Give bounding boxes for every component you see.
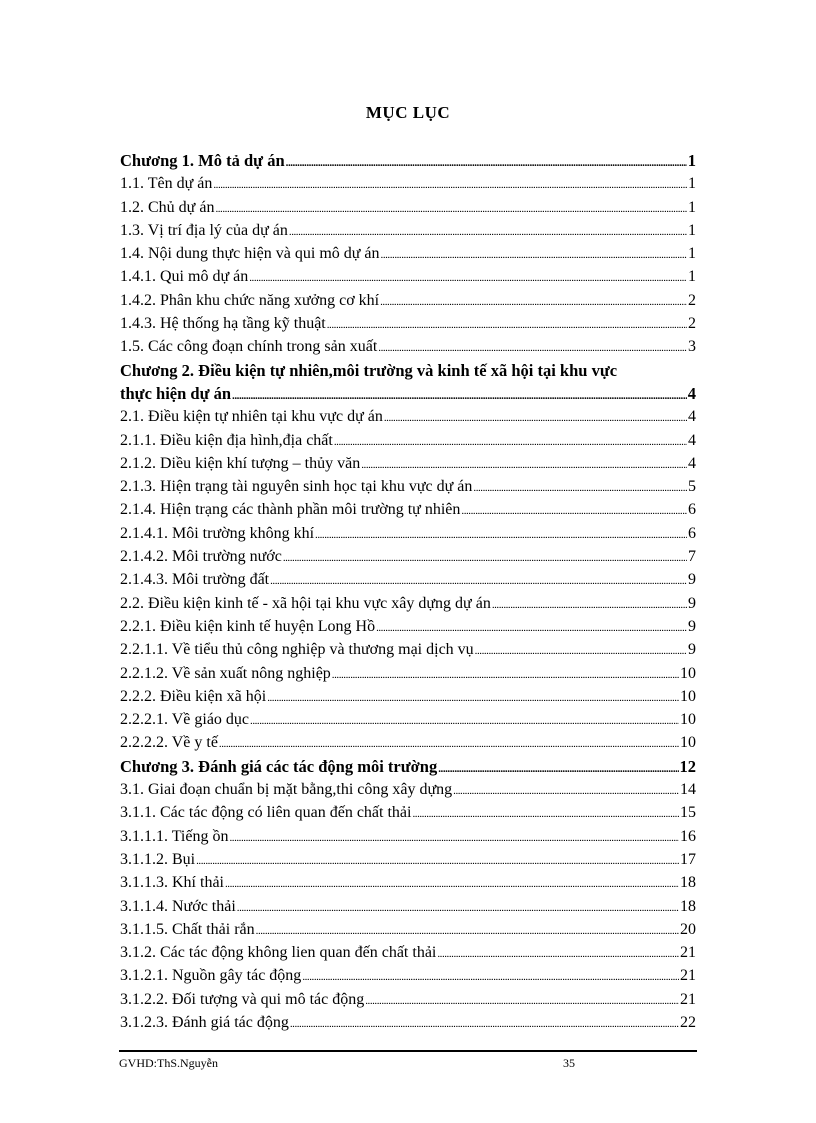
toc-entry-title: 3.1.2.2. Đối tượng và qui mô tác động [120, 990, 365, 1008]
toc-entry-title: 2.2.2. Điều kiện xã hội [120, 687, 267, 705]
toc-entry[interactable] [120, 405, 696, 428]
toc-entry-page: 3 [688, 338, 696, 356]
toc-entry-title: 1.3. Vị trí địa lý của dự án [120, 221, 288, 239]
toc-entry[interactable] [120, 172, 696, 195]
toc-leader-dots [249, 267, 687, 290]
toc-entry-title: 1.4. Nội dung thực hiện và qui mô dự án [120, 245, 380, 263]
toc-leader-dots [286, 152, 687, 175]
toc-entry-title: 1.4.3. Hệ thống hạ tầng kỹ thuật [120, 315, 326, 333]
toc-leader-dots [289, 221, 687, 244]
footer-divider [119, 1050, 697, 1052]
toc-entry-page: 22 [680, 1013, 696, 1031]
toc-entry[interactable] [120, 685, 696, 708]
toc-entry[interactable] [120, 988, 696, 1011]
toc-entry[interactable] [120, 382, 696, 405]
toc-leader-dots [453, 780, 679, 803]
toc-entry-page: 14 [680, 781, 696, 799]
toc-entry-title: 2.1.4. Hiện trạng các thành phần môi trường tự nhiên [120, 501, 461, 519]
toc-entry[interactable] [120, 242, 696, 265]
toc-entry-title: 2.1.4.3. Môi trường đất [120, 571, 270, 589]
toc-entry-title: 1.2. Chủ dự án [120, 198, 215, 216]
toc-entry-title: 1.4.1. Qui mô dự án [120, 268, 249, 286]
toc-leader-dots [381, 244, 687, 267]
toc-leader-dots [332, 664, 679, 687]
toc-entry[interactable] [120, 731, 696, 754]
toc-leader-dots [365, 990, 679, 1013]
toc-entry-title: 2.2.1.1. Về tiểu thủ công nghiệp và thương mại dịch vụ [120, 641, 474, 659]
toc-entry-title: 3.1.1.5. Chất thải rắn [120, 920, 255, 938]
toc-entry-page: 10 [680, 734, 696, 752]
toc-entry-page: 1 [688, 268, 696, 286]
toc-entry-title: 2.2. Điều kiện kinh tế - xã hội tại khu vực xây dựng dự án [120, 594, 491, 612]
toc-leader-dots [229, 827, 679, 850]
toc-entry[interactable] [120, 964, 696, 987]
toc-entry-title: Chương 2. Điều kiện tự nhiên,môi trường và kinh tế xã hội tại khu vực [120, 360, 618, 380]
toc-entry-title: Chương 1. Mô tả dự án [120, 151, 285, 170]
toc-entry-title: 2.1.4.1. Môi trường không khí [120, 524, 315, 542]
toc-leader-dots [438, 758, 678, 781]
toc-entry-title: 2.1. Điều kiện tự nhiên tại khu vực dự án [120, 408, 383, 426]
toc-leader-dots [461, 500, 687, 523]
toc-entry-page: 21 [680, 967, 696, 985]
toc-entry-page: 2 [688, 315, 696, 333]
toc-entry[interactable] [120, 801, 696, 824]
toc-entry-title: 3.1.1.3. Khí thải [120, 874, 224, 892]
toc-entry[interactable] [120, 592, 696, 615]
toc-entry-title: 2.2.1. Điều kiện kinh tế huyện Long Hồ [120, 617, 376, 635]
toc-entry-page: 6 [688, 524, 696, 542]
toc-entry-page: 18 [680, 874, 696, 892]
toc-leader-dots [334, 431, 687, 454]
toc-leader-dots [267, 687, 679, 710]
toc-entry-page: 7 [688, 548, 696, 566]
toc-entry[interactable] [120, 615, 696, 638]
toc-entry[interactable] [120, 475, 696, 498]
toc-leader-dots [283, 547, 687, 570]
toc-leader-dots [315, 524, 687, 547]
toc-leader-dots [290, 1013, 679, 1036]
toc-leader-dots [250, 710, 679, 733]
toc-entry-title: 3.1.2.3. Đánh giá tác động [120, 1013, 289, 1031]
toc-entry-page: 21 [680, 990, 696, 1008]
toc-entry[interactable] [120, 778, 696, 801]
toc-entry[interactable] [120, 522, 696, 545]
toc-leader-dots [473, 477, 687, 500]
toc-entry-page: 1 [688, 221, 696, 239]
toc-entry[interactable] [120, 848, 696, 871]
toc-leader-dots [376, 617, 687, 640]
toc-entry-page: 10 [680, 664, 696, 682]
toc-entry[interactable] [120, 219, 696, 242]
toc-entry-title: 3.1.1.4. Nước thải [120, 897, 236, 915]
toc-entry-page: 5 [688, 478, 696, 496]
toc-entry-title: 2.2.2.2. Về y tế [120, 734, 218, 752]
toc-entry[interactable] [120, 755, 696, 778]
toc-leader-dots [437, 943, 679, 966]
toc-leader-dots [219, 733, 679, 756]
toc-entry-title: 3.1.1.2. Bụi [120, 850, 196, 868]
toc-leader-dots [270, 570, 687, 593]
toc-entry[interactable] [120, 918, 696, 941]
toc-entry-page: 10 [680, 687, 696, 705]
toc-entry[interactable] [120, 429, 696, 452]
page-title: MỤC LỤC [365, 103, 451, 122]
toc-entry-page: 4 [687, 383, 696, 403]
toc-entry[interactable] [120, 871, 696, 894]
toc-entry-page: 4 [688, 431, 696, 449]
toc-entry-page: 21 [680, 944, 696, 962]
toc-leader-dots [215, 198, 687, 221]
toc-entry[interactable] [120, 568, 696, 591]
toc-entry-page: 4 [688, 454, 696, 472]
toc-entry[interactable] [120, 265, 696, 288]
toc-entry-title: 1.4.2. Phân khu chức năng xưởng cơ khí [120, 291, 380, 309]
toc-entry[interactable] [120, 825, 696, 848]
toc-entry[interactable] [120, 895, 696, 918]
toc-entry-page: 18 [680, 897, 696, 915]
toc-entry[interactable] [120, 708, 696, 731]
toc-entry-title: thực hiện dự án [120, 383, 232, 403]
toc-entry-title: 1.1. Tên dự án [120, 175, 213, 193]
toc-entry-title: 3.1. Giai đoạn chuẩn bị mặt bằng,thi công xây dựng [120, 781, 453, 799]
toc-entry-page: 1 [687, 151, 696, 170]
toc-entry-page: 20 [680, 920, 696, 938]
toc-entry-title: 3.1.1.1. Tiếng ồn [120, 827, 229, 845]
toc-leader-dots [380, 291, 687, 314]
toc-entry-page: 1 [688, 175, 696, 193]
toc-entry-page: 16 [680, 827, 696, 845]
toc-entry[interactable] [120, 289, 696, 312]
toc-entry[interactable] [120, 498, 696, 521]
toc-entry[interactable] [120, 149, 696, 172]
toc-leader-dots [412, 803, 679, 826]
toc-entry-title: 2.1.3. Hiện trạng tài nguyên sinh học tại khu vực dự án [120, 478, 473, 496]
toc-leader-dots [196, 850, 679, 873]
toc-entry-page: 1 [688, 198, 696, 216]
toc-entry[interactable] [120, 1011, 696, 1034]
toc-entry-title: Chương 3. Đánh giá các tác động môi trường [120, 756, 438, 776]
toc-entry[interactable] [120, 545, 696, 568]
footer-page-number: 35 [563, 1056, 575, 1070]
toc-entry-title: 2.1.2. Diều kiện khí tượng – thủy văn [120, 454, 361, 472]
toc-entry-page: 4 [688, 408, 696, 426]
toc-leader-dots [384, 407, 687, 430]
toc-leader-dots [302, 966, 679, 989]
toc-entry[interactable] [120, 312, 696, 335]
toc-entry-page: 12 [679, 756, 696, 776]
toc-leader-dots [361, 454, 687, 477]
toc-entry[interactable] [120, 941, 696, 964]
toc-entry-title: 3.1.2. Các tác động không lien quan đến chất thải [120, 944, 437, 962]
toc-entry[interactable] [120, 196, 696, 219]
toc-entry-page: 6 [688, 501, 696, 519]
toc-entry[interactable] [120, 335, 696, 358]
toc-entry[interactable] [120, 638, 696, 661]
toc-entry-title: 2.2.1.2. Về sản xuất nông nghiệp [120, 664, 331, 682]
toc-entry-page: 15 [680, 804, 696, 822]
toc-entry-page: 9 [688, 641, 696, 659]
toc-entry[interactable] [120, 452, 696, 475]
toc-entry-page: 9 [688, 594, 696, 612]
toc-leader-dots [213, 174, 687, 197]
toc-entry-title: 3.1.2.1. Nguồn gây tác động [120, 967, 302, 985]
toc-leader-dots [225, 873, 679, 896]
toc-entry-page: 1 [688, 245, 696, 263]
toc-entry-title: 2.2.2.1. Về giáo dục [120, 711, 250, 729]
toc-entry-page: 9 [688, 571, 696, 589]
toc-entry-title: 1.5. Các công đoạn chính trong sản xuất [120, 338, 378, 356]
footer-advisor: GVHD:ThS.Nguyễn [119, 1056, 218, 1070]
toc-leader-dots [475, 640, 687, 663]
table-of-contents [120, 149, 696, 1034]
toc-leader-dots [492, 594, 687, 617]
toc-entry-title: 2.1.4.2. Môi trường nước [120, 548, 282, 566]
toc-entry-title: 2.1.1. Điều kiện địa hình,địa chất [120, 431, 333, 449]
toc-entry-page: 17 [680, 850, 696, 868]
toc-leader-dots [378, 337, 687, 360]
toc-entry-title: 3.1.1. Các tác động có liên quan đến chất thải [120, 804, 412, 822]
toc-entry[interactable] [120, 359, 696, 382]
toc-leader-dots [237, 897, 679, 920]
toc-entry[interactable] [120, 662, 696, 685]
toc-entry-page: 2 [688, 291, 696, 309]
toc-entry-page: 9 [688, 617, 696, 635]
toc-leader-dots [256, 920, 679, 943]
toc-leader-dots [327, 314, 687, 337]
toc-entry-page: 10 [680, 711, 696, 729]
